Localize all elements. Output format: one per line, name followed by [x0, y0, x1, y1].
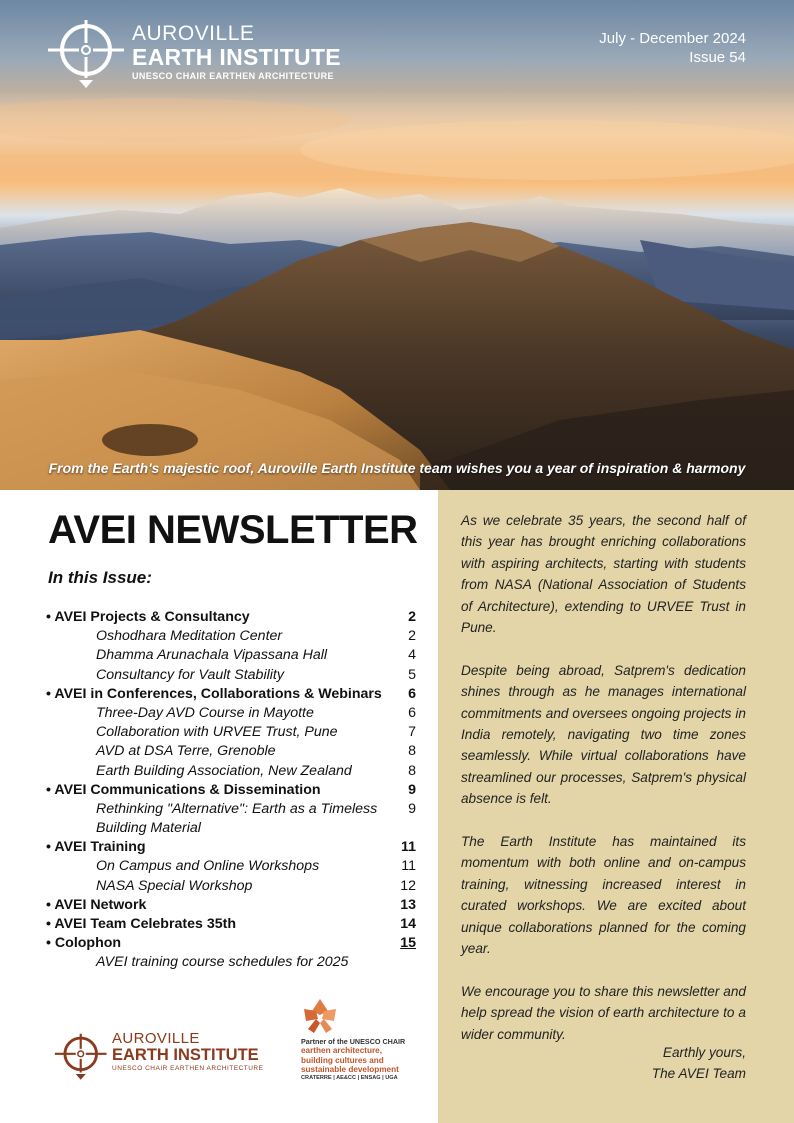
- toc-subitem[interactable]: [46, 762, 418, 781]
- editorial-sidebar: [438, 490, 794, 1123]
- newsletter-title: AVEI NEWSLETTER: [48, 508, 418, 552]
- partner-line-4: sustainable development: [301, 1065, 399, 1074]
- toc-subitem[interactable]: [46, 857, 418, 876]
- toc-page-number: 2: [408, 628, 416, 645]
- toc-label: Earth Building Association, New Zealand: [96, 762, 352, 779]
- toc-page-number: 14: [400, 916, 416, 932]
- toc-label: • AVEI Team Celebrates 35th: [46, 916, 236, 932]
- toc-subitem[interactable]: [46, 877, 418, 896]
- letter-paragraph: Despite being abroad, Satprem's dedication shines through as he manages international commitments and oversees ongoing projects in India remotely, navigating two time zones seamlessly. While virtual collaborations have streamlined our processes, Satprem's physical absence is felt.: [461, 662, 746, 807]
- partner-line-3: building cultures and: [301, 1055, 384, 1065]
- toc-page-number: 8: [408, 743, 416, 760]
- toc-subitem[interactable]: [46, 800, 418, 819]
- toc-page-number: 11: [401, 858, 416, 875]
- toc-section-item[interactable]: [46, 608, 418, 627]
- unesco-partner-logo: [300, 997, 418, 1093]
- toc-label: Oshodhara Meditation Center: [96, 628, 283, 645]
- toc-page-number: 5: [408, 666, 416, 683]
- logo-earth-institute: EARTH INSTITUTE: [132, 44, 341, 70]
- toc-subitem[interactable]: [46, 742, 418, 761]
- toc-label: Rethinking "Alternative": Earth as a Timeless: [96, 800, 378, 817]
- letter-paragraph: We encourage you to share this newsletter and help spread the vision of earth architecture to a wider community.: [461, 983, 746, 1042]
- toc-section-item[interactable]: [46, 915, 418, 934]
- signoff: [652, 1042, 746, 1085]
- toc-label: Dhamma Arunachala Vipassana Hall: [96, 647, 328, 664]
- toc-label: AVD at DSA Terre, Grenoble: [96, 743, 276, 760]
- auroville-compass-logo-icon: [46, 18, 124, 88]
- toc-page-number: 9: [408, 800, 416, 817]
- toc-label: • AVEI in Conferences, Collaborations & Webinars: [46, 685, 382, 702]
- auroville-compass-logo-icon: [52, 1030, 108, 1082]
- left-column: [0, 490, 438, 1123]
- issue-period: July - December 2024: [599, 30, 746, 47]
- toc-label: • AVEI Communications & Dissemination: [46, 781, 321, 798]
- toc-label: • AVEI Training: [46, 839, 146, 856]
- toc-subitem[interactable]: [46, 723, 418, 742]
- signoff-team: The AVEI Team: [651, 1066, 746, 1082]
- toc-label: On Campus and Online Workshops: [96, 858, 320, 875]
- toc-page-number: 6: [408, 685, 416, 702]
- toc-page-number: 7: [408, 724, 416, 741]
- toc-section-item[interactable]: [46, 781, 418, 800]
- craterre-flower-logo-icon: [302, 997, 338, 1035]
- toc-page-number: 6: [408, 704, 416, 721]
- partner-line-2: earthen architecture,: [301, 1046, 382, 1055]
- toc-page-number: 9: [408, 781, 416, 798]
- toc-label: • AVEI Projects & Consultancy: [46, 609, 250, 625]
- header-logo: [46, 18, 341, 88]
- toc-label: • AVEI Network: [46, 896, 147, 913]
- letter-paragraph: As we celebrate 35 years, the second half of this year has brought enriching collaborations with aspiring architects, starting with students from NASA (National Association of Students of Architecture), extending to URVEE Trust in Pune.: [461, 513, 746, 636]
- signoff-greeting: Earthly yours,: [662, 1045, 746, 1060]
- hero-image: [0, 0, 794, 490]
- logo-auroville: AUROVILLE: [132, 22, 255, 45]
- toc-subitem[interactable]: [46, 646, 418, 665]
- letter-paragraph: The Earth Institute has maintained its momentum with both online and on-campus training, witnessing increased interest in curated workshops. We are excited about unique collaborations planned for the coming year.: [461, 834, 746, 957]
- toc-page-number: 2: [408, 609, 416, 625]
- editorial-letter: [461, 510, 746, 1067]
- toc-page-number: 13: [400, 896, 416, 913]
- toc-subitem[interactable]: [46, 953, 418, 972]
- toc-page-number: 11: [401, 839, 416, 856]
- footer-logo-earth-institute: EARTH INSTITUTE: [112, 1046, 259, 1064]
- toc-label: Building Material: [96, 820, 201, 837]
- footer-logo-unesco-chair: UNESCO CHAIR EARTHEN ARCHITECTURE: [112, 1065, 264, 1072]
- partner-label: Partner of the UNESCO CHAIR: [301, 1037, 406, 1046]
- toc-section-item[interactable]: [46, 896, 418, 915]
- toc-label: Consultancy for Vault Stability: [96, 666, 284, 683]
- toc-label: AVEI training course schedules for 2025: [96, 954, 349, 971]
- toc-section-item[interactable]: [46, 838, 418, 857]
- footer-logo-auroville: AUROVILLE: [112, 1030, 200, 1047]
- toc-page-number: 12: [400, 877, 416, 894]
- toc-label: • Colophon: [46, 935, 122, 952]
- partner-description: [301, 1046, 399, 1075]
- partner-institutions: CRATERRE | AE&CC | ENSAG | UGA: [301, 1075, 398, 1081]
- toc-page-number: 15: [400, 935, 416, 952]
- toc-subitem[interactable]: [46, 704, 418, 723]
- logo-unesco-chair: UNESCO CHAIR EARTHEN ARCHITECTURE: [132, 71, 334, 81]
- toc-section-item[interactable]: [46, 685, 418, 704]
- toc-label: NASA Special Workshop: [96, 877, 253, 894]
- toc-subitem[interactable]: [46, 627, 418, 646]
- issue-number: Issue 54: [689, 49, 746, 66]
- in-this-issue-heading: In this Issue:: [48, 568, 152, 587]
- toc-page-number: 8: [408, 762, 416, 779]
- toc-subitem[interactable]: [46, 819, 418, 838]
- hero-caption: From the Earth's majestic roof, Auroville Earth Institute team wishes you a year of inspiration & harmony: [48, 460, 746, 476]
- table-of-contents: [46, 608, 418, 973]
- footer-logo: [52, 1028, 267, 1086]
- toc-subitem[interactable]: [46, 666, 418, 685]
- toc-section-item[interactable]: [46, 934, 418, 953]
- toc-label: Three-Day AVD Course in Mayotte: [96, 704, 314, 721]
- toc-page-number: 4: [408, 647, 416, 664]
- toc-label: Collaboration with URVEE Trust, Pune: [96, 724, 338, 741]
